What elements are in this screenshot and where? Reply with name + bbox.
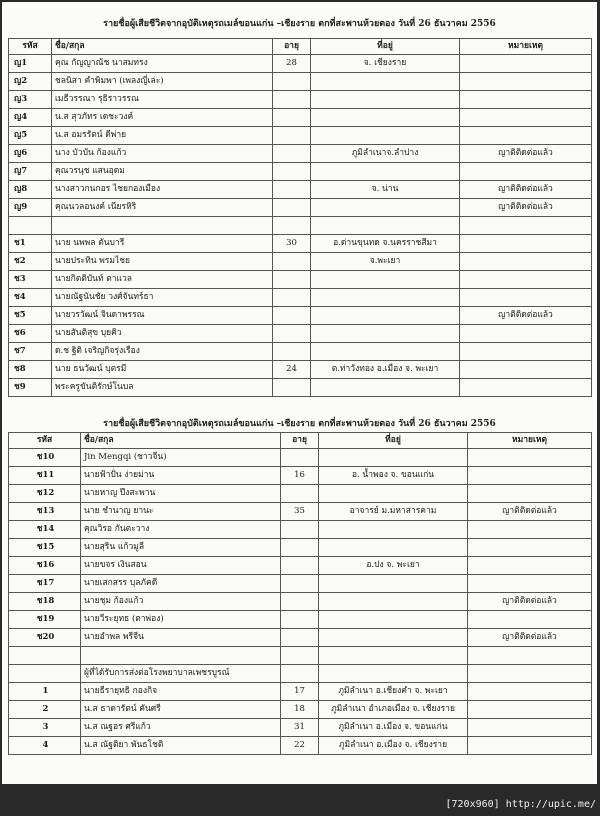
row-address: ภูมิลำเนา อ.เมือง จ. ขอนแก่น	[319, 719, 468, 737]
row-id: ช14	[9, 521, 81, 539]
row-id: ช13	[9, 503, 81, 521]
row-note: ญาติติดต่อแล้ว	[468, 629, 592, 647]
row-address: ภูมิลำเนาจ.ลำปาง	[311, 145, 460, 163]
empty-cell	[281, 647, 319, 665]
row-name: นายสันติสุข บุยคิว	[52, 325, 273, 343]
row-name: น.ส สุวภัทร เดชะวงค์	[52, 109, 273, 127]
row-note	[460, 235, 592, 253]
header-name: ชื่อ/สกุล	[52, 39, 273, 55]
row-name: นายธีรายุทธิ กองกิจ	[81, 683, 281, 701]
row-note	[460, 73, 592, 91]
row-age: 31	[281, 719, 319, 737]
row-age	[281, 521, 319, 539]
row-address	[319, 611, 468, 629]
header-age: อายุ	[281, 433, 319, 449]
row-age	[273, 181, 311, 199]
row-id: ญ6	[9, 145, 52, 163]
row-name: น.ส อมรรัตน์ ดีพ่าย	[52, 127, 273, 145]
row-note: ญาติติดต่อแล้ว	[460, 181, 592, 199]
row-address	[311, 343, 460, 361]
row-name: นายสุริน แก้วมูลี	[81, 539, 281, 557]
row-id: ญ8	[9, 181, 52, 199]
row-note	[460, 325, 592, 343]
hospital-label-row	[9, 665, 592, 683]
row-age	[273, 325, 311, 343]
row-id: ญ7	[9, 163, 52, 181]
table-row	[9, 521, 592, 539]
row-name: ด.ช ฐิติ เจริญกิจรุ่งเรือง	[52, 343, 273, 361]
row-address	[311, 379, 460, 397]
table-row	[9, 91, 592, 109]
row-age	[281, 629, 319, 647]
row-id: ช1	[9, 235, 52, 253]
empty-cell	[81, 647, 281, 665]
row-id: ช9	[9, 379, 52, 397]
row-note	[460, 127, 592, 145]
table2-body	[9, 449, 592, 755]
table-row	[9, 611, 592, 629]
row-id: ญ3	[9, 91, 52, 109]
row-address	[311, 127, 460, 145]
table-row	[9, 163, 592, 181]
row-note	[460, 217, 592, 235]
row-name: นางสาวกนกอร ไชยกองเมือง	[52, 181, 273, 199]
row-name: Jin Mengqi (ชาวจีน)	[81, 449, 281, 467]
empty-cell	[468, 665, 592, 683]
row-id: ช2	[9, 253, 52, 271]
table1-title: รายชื่อผู้เสียชีวิตจากอุบัติเหตุรถเมล์ขอนแก่น –เชียงราย ตกที่สะพานห้วยตอง วันที่ 26 ธันวาคม 2556	[103, 19, 496, 29]
table-row	[9, 217, 592, 235]
row-address: ภูมิลำเนา อ.เมือง จ. เชียงราย	[319, 737, 468, 755]
row-note: ญาติติดต่อแล้ว	[468, 593, 592, 611]
row-note	[468, 485, 592, 503]
row-address: อาจารย์ ม.มหาสารคาม	[319, 503, 468, 521]
victims-table-1	[8, 38, 592, 397]
row-name: คุณนวลอนงค์ เนียรหิริ	[52, 199, 273, 217]
row-id: ช11	[9, 467, 81, 485]
row-name: นาง บัวบัน ก้องแก้ว	[52, 145, 273, 163]
row-address: จ. น่าน	[311, 181, 460, 199]
row-note	[468, 557, 592, 575]
row-address: จ.พะเยา	[311, 253, 460, 271]
table-row	[9, 289, 592, 307]
document-page	[2, 2, 597, 784]
row-age	[273, 163, 311, 181]
row-note: ญาติติดต่อแล้ว	[460, 199, 592, 217]
row-age: 35	[281, 503, 319, 521]
row-address	[319, 539, 468, 557]
row-address: ภูมิลำเนา อำเภอเมือง จ. เชียงราย	[319, 701, 468, 719]
row-note	[468, 575, 592, 593]
row-id: 3	[9, 719, 81, 737]
row-id: ช17	[9, 575, 81, 593]
row-id: 1	[9, 683, 81, 701]
row-address	[311, 271, 460, 289]
row-address	[319, 575, 468, 593]
row-age	[273, 109, 311, 127]
row-id: ญ9	[9, 199, 52, 217]
row-name: น.ส ณัฐติยา พันธโชติ	[81, 737, 281, 755]
row-name: นายหาญ ปึงสะพาน	[81, 485, 281, 503]
table2-header-row	[9, 433, 592, 449]
row-id: ช15	[9, 539, 81, 557]
row-name: น.ส ธาดารัตน์ คันศรี	[81, 701, 281, 719]
table-row	[9, 719, 592, 737]
row-age	[273, 127, 311, 145]
row-id	[9, 217, 52, 235]
row-age	[281, 575, 319, 593]
row-address	[319, 521, 468, 539]
row-note	[460, 109, 592, 127]
table-row	[9, 503, 592, 521]
row-note	[460, 289, 592, 307]
row-id: ช20	[9, 629, 81, 647]
row-note	[460, 163, 592, 181]
row-name: นายขจร เงินสอน	[81, 557, 281, 575]
header-note: หมายเหตุ	[468, 433, 592, 449]
row-address	[319, 593, 468, 611]
row-id: ช10	[9, 449, 81, 467]
row-age	[273, 217, 311, 235]
row-name: นาย ธนวัฒน์ บุตรมี	[52, 361, 273, 379]
empty-cell	[281, 665, 319, 683]
table-row	[9, 307, 592, 325]
row-name: นายกิตติบันท์ ตาแวล	[52, 271, 273, 289]
row-age	[281, 539, 319, 557]
header-id: รหัส	[9, 39, 52, 55]
row-address	[311, 73, 460, 91]
row-address	[311, 325, 460, 343]
table1-header-row	[9, 39, 592, 55]
table-row	[9, 701, 592, 719]
row-name: นายชุม ก้องแก้ว	[81, 593, 281, 611]
row-name: ชลนิสา คำพิมพา (เพลงญี่เล่ะ)	[52, 73, 273, 91]
table-row	[9, 449, 592, 467]
row-age	[273, 145, 311, 163]
table1-body	[9, 55, 592, 397]
row-address: จ. เชียงราย	[311, 55, 460, 73]
row-name: นายเสกสรร บุลภัคดี	[81, 575, 281, 593]
row-note	[468, 521, 592, 539]
row-address	[311, 109, 460, 127]
row-age	[281, 611, 319, 629]
row-age	[273, 343, 311, 361]
table-row	[9, 109, 592, 127]
table-row	[9, 73, 592, 91]
row-address: ภูมิลำเนา อ.เชียงคำ จ. พะเยา	[319, 683, 468, 701]
row-age	[273, 91, 311, 109]
row-age	[273, 199, 311, 217]
row-age	[281, 557, 319, 575]
row-address	[311, 289, 460, 307]
row-address	[311, 217, 460, 235]
spacer-row	[9, 647, 592, 665]
row-note	[468, 701, 592, 719]
row-note	[468, 467, 592, 485]
table-row	[9, 55, 592, 73]
row-name: เมธีวรรณา รุธิราวรรณ	[52, 91, 273, 109]
empty-cell	[9, 647, 81, 665]
row-name: นายณัฐนันชัย วงศ์จันทร์ธา	[52, 289, 273, 307]
table-row	[9, 325, 592, 343]
row-note	[468, 539, 592, 557]
row-address	[319, 485, 468, 503]
row-note	[460, 361, 592, 379]
row-address: อ.ปง จ. พะเยา	[319, 557, 468, 575]
row-address	[311, 163, 460, 181]
header-address: ที่อยู่	[319, 433, 468, 449]
table-row	[9, 199, 592, 217]
row-name	[52, 217, 273, 235]
table-row	[9, 575, 592, 593]
row-note	[460, 253, 592, 271]
row-age	[281, 449, 319, 467]
row-note	[468, 683, 592, 701]
row-name: นายวีระยุทธ (ตาพ่อง)	[81, 611, 281, 629]
row-address: อ.ด่านขุนทด จ.นครราชสีมา	[311, 235, 460, 253]
row-age	[281, 593, 319, 611]
row-age	[273, 253, 311, 271]
row-address: ต.ท่าวังทอง อ.เมือง จ. พะเยา	[311, 361, 460, 379]
table-row	[9, 343, 592, 361]
row-id: ช3	[9, 271, 52, 289]
row-name: นายอำพล พรีจีน	[81, 629, 281, 647]
table-row	[9, 235, 592, 253]
row-name: พระครูขันติรักษ์โนบล	[52, 379, 273, 397]
table-row	[9, 737, 592, 755]
row-id: ช18	[9, 593, 81, 611]
row-id: ช16	[9, 557, 81, 575]
row-age	[281, 485, 319, 503]
row-id: ช8	[9, 361, 52, 379]
row-name: นายวรวัฒน์ จินดาพรรณ	[52, 307, 273, 325]
row-name: คุณ กัญญาณัช นาสมทรง	[52, 55, 273, 73]
row-name: นายฟ้าปั่น ง่ายม่าน	[81, 467, 281, 485]
watermark-text: [720x960] http://upic.me/	[445, 799, 596, 810]
row-address	[311, 307, 460, 325]
row-age: 18	[281, 701, 319, 719]
table-row	[9, 271, 592, 289]
empty-cell	[319, 647, 468, 665]
table-row	[9, 253, 592, 271]
header-note: หมายเหตุ	[460, 39, 592, 55]
table-row	[9, 485, 592, 503]
empty-cell	[319, 665, 468, 683]
row-name: นายประทิน พรมไชย	[52, 253, 273, 271]
row-note	[460, 343, 592, 361]
table-row	[9, 181, 592, 199]
row-note	[468, 449, 592, 467]
empty-cell	[9, 665, 81, 683]
row-age: 16	[281, 467, 319, 485]
row-name: น.ส ณฐอร ศรีแก้ว	[81, 719, 281, 737]
row-note	[468, 737, 592, 755]
row-age	[273, 289, 311, 307]
row-note: ญาติติดต่อแล้ว	[468, 503, 592, 521]
table-row	[9, 361, 592, 379]
table-row	[9, 557, 592, 575]
table-row	[9, 379, 592, 397]
row-note	[460, 55, 592, 73]
row-address	[319, 629, 468, 647]
row-id: 2	[9, 701, 81, 719]
row-address: อ. น้ำพอง จ. ขอนแก่น	[319, 467, 468, 485]
table-row	[9, 145, 592, 163]
row-name: คุณวรนุช แสนอุดม	[52, 163, 273, 181]
row-note	[460, 379, 592, 397]
row-id: ช7	[9, 343, 52, 361]
row-name: นาย ชำนาญ ยานะ	[81, 503, 281, 521]
row-age	[273, 271, 311, 289]
row-id: 4	[9, 737, 81, 755]
row-note	[460, 271, 592, 289]
row-name: นาย นพพล ตันบารี	[52, 235, 273, 253]
victims-table-2	[8, 432, 592, 755]
row-age: 28	[273, 55, 311, 73]
row-id: ญ2	[9, 73, 52, 91]
row-age: 17	[281, 683, 319, 701]
table-row	[9, 593, 592, 611]
row-name: คุณวิรอ กันตะวาง	[81, 521, 281, 539]
header-age: อายุ	[273, 39, 311, 55]
table-row	[9, 127, 592, 145]
row-address	[311, 199, 460, 217]
row-id: ญ5	[9, 127, 52, 145]
row-id: ช19	[9, 611, 81, 629]
header-id: รหัส	[9, 433, 81, 449]
row-age	[273, 379, 311, 397]
row-address	[319, 449, 468, 467]
table-row	[9, 467, 592, 485]
header-name: ชื่อ/สกุล	[81, 433, 281, 449]
row-age: 22	[281, 737, 319, 755]
row-note: ญาติติดต่อแล้ว	[460, 145, 592, 163]
table-row	[9, 683, 592, 701]
row-note	[468, 719, 592, 737]
table-row	[9, 629, 592, 647]
table-row	[9, 539, 592, 557]
row-id: ญ1	[9, 55, 52, 73]
row-id: ญ4	[9, 109, 52, 127]
empty-cell	[468, 647, 592, 665]
row-age: 24	[273, 361, 311, 379]
row-id: ช6	[9, 325, 52, 343]
row-note	[468, 611, 592, 629]
row-note: ญาติติดต่อแล้ว	[460, 307, 592, 325]
header-address: ที่อยู่	[311, 39, 460, 55]
row-id: ช5	[9, 307, 52, 325]
row-id: ช12	[9, 485, 81, 503]
row-address	[311, 91, 460, 109]
hospital-label: ผู้ที่ได้รับการส่งต่อโรงพยาบาลเพชรบูรณ์	[81, 665, 281, 683]
row-id: ช4	[9, 289, 52, 307]
row-age: 30	[273, 235, 311, 253]
row-age	[273, 73, 311, 91]
row-note	[460, 91, 592, 109]
table2-title: รายชื่อผู้เสียชีวิตจากอุบัติเหตุรถเมล์ขอนแก่น –เชียงราย ตกที่สะพานห้วยตอง วันที่ 26 ธันวาคม 2556	[103, 419, 496, 429]
row-age	[273, 307, 311, 325]
